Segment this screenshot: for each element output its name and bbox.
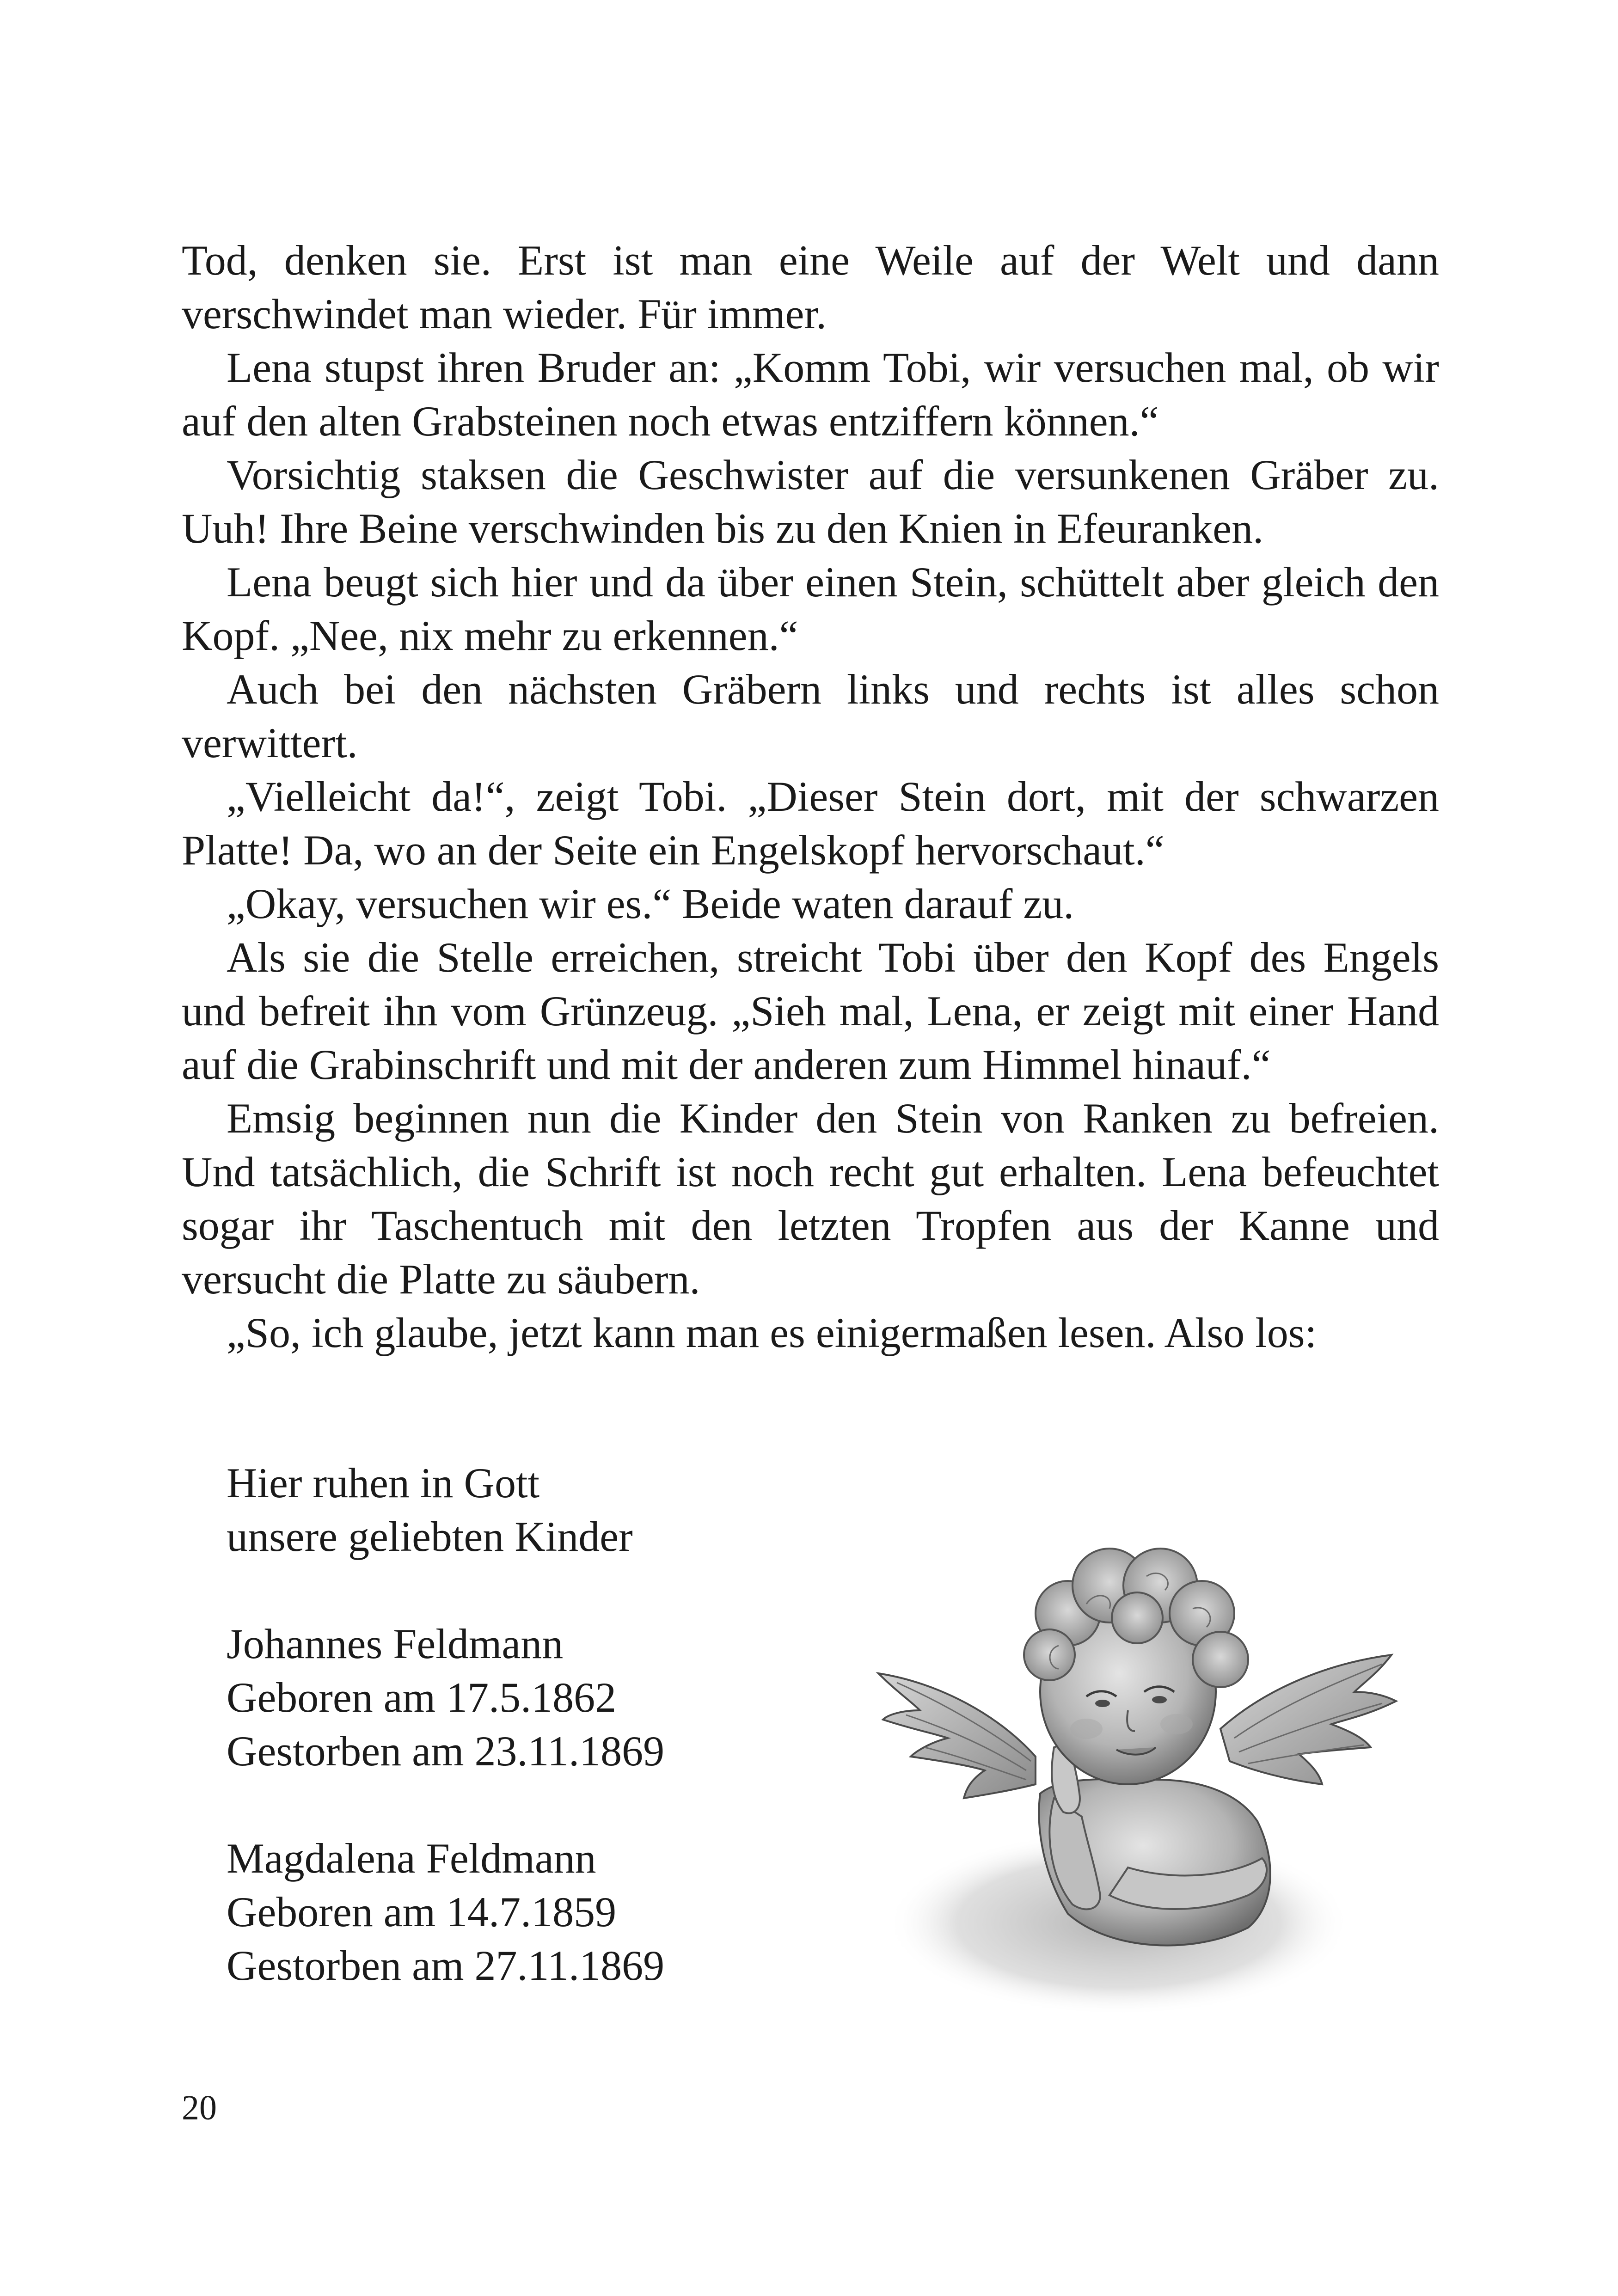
story-text bbox=[182, 233, 1439, 1359]
inscription-birth: Geboren am 14.7.1859 bbox=[227, 1888, 617, 1935]
paragraph: Als sie die Stelle erreichen, streicht Tobi über den Kopf des Engels und befreit ihn vom Grünzeug. „Sieh mal, Lena, er zeigt mit einer Hand auf die Grabinschrift und mit der anderen zum Himmel hinauf.“ bbox=[182, 934, 1439, 1088]
grave-inscription bbox=[227, 1456, 920, 2046]
inscription-intro bbox=[227, 1456, 920, 1563]
paragraph: Auch bei den nächsten Gräbern links und rechts ist alles schon verwittert. bbox=[182, 666, 1439, 766]
paragraph: Vorsichtig staksen die Geschwister auf die versunkenen Gräber zu. Uuh! Ihre Beine verschwinden bis zu den Knien in Efeuranken. bbox=[182, 451, 1439, 552]
paragraph: „Vielleicht da!“, zeigt Tobi. „Dieser Stein dort, mit der schwarzen Platte! Da, wo an der Seite ein Engelskopf hervorschaut.“ bbox=[182, 773, 1439, 874]
inscription-death: Gestorben am 23.11.1869 bbox=[227, 1727, 665, 1775]
inscription-name: Magdalena Feldmann bbox=[227, 1835, 596, 1882]
paragraph: „Okay, versuchen wir es.“ Beide waten darauf zu. bbox=[227, 880, 1074, 927]
paragraph: „So, ich glaube, jetzt kann man es einigermaßen lesen. Also los: bbox=[227, 1309, 1317, 1356]
inscription-line: Hier ruhen in Gott bbox=[227, 1459, 540, 1506]
inscription-child-johannes bbox=[227, 1617, 920, 1778]
paragraph: Emsig beginnen nun die Kinder den Stein von Ranken zu befreien. Und tatsächlich, die Schrift ist noch recht gut erhalten. Lena befeuchtet sogar ihr Taschentuch mit den letzten Tropfen aus der Kanne und versucht die Platte zu säubern. bbox=[182, 1095, 1439, 1303]
inscription-name: Johannes Feldmann bbox=[227, 1620, 564, 1667]
paragraph: Tod, denken sie. Erst ist man eine Weile auf der Welt und dann verschwindet man wieder. Für immer. bbox=[182, 237, 1439, 337]
inscription-birth: Geboren am 17.5.1862 bbox=[227, 1674, 617, 1721]
inscription-death: Gestorben am 27.11.1869 bbox=[227, 1942, 665, 1989]
cherub-angel-icon bbox=[869, 1498, 1415, 2020]
page-number: 20 bbox=[182, 2088, 217, 2127]
paragraph: Lena stupst ihren Bruder an: „Komm Tobi, wir versuchen mal, ob wir auf den alten Grabsteinen noch etwas entziffern können.“ bbox=[182, 344, 1439, 445]
inscription-child-magdalena bbox=[227, 1831, 920, 1992]
paragraph: Lena beugt sich hier und da über einen Stein, schüttelt aber gleich den Kopf. „Nee, nix mehr zu erkennen.“ bbox=[182, 558, 1439, 659]
inscription-line: unsere geliebten Kinder bbox=[227, 1513, 633, 1560]
